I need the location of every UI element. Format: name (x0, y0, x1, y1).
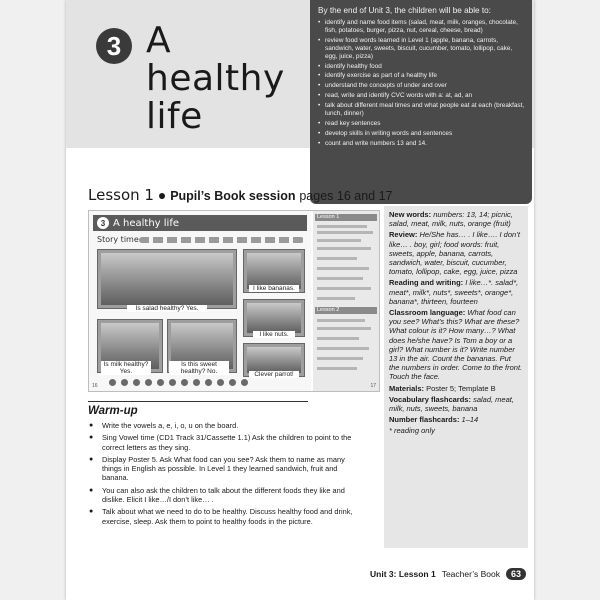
number-flashcards-note: Number flashcards: 1–14 (389, 415, 479, 425)
objective-item: • count and write numbers 13 and 14. (318, 140, 526, 148)
reading-only-footnote: * reading only (389, 426, 435, 436)
story-caption: Is milk healthy? Yes. (101, 361, 151, 375)
review-note: Review: He/She has… . I like…. I don’t like… . boy, girl; food words: fruit, sweets, apple, banana, carrots, sandwich, water, biscuit, cucumber, tomato, lollipop, cake, egg, juice, pizza (389, 230, 520, 277)
story-caption: Is this sweet healthy? No. (169, 361, 229, 375)
vocabulary-flashcards-note: Vocabulary flashcards: salad, meat, milk, nuts, sweets, banana (389, 394, 514, 414)
warmup-item: ● Write the vowels a, e, i, o, u on the board. (88, 421, 360, 430)
page-footer (370, 568, 526, 580)
objective-item: • identify healthy food (318, 63, 526, 71)
spread-title: A healthy life (113, 217, 180, 229)
footer-book-name: Teacher’s Book (441, 569, 500, 579)
warmup-item: ● Display Poster 5. Ask What food can you see? Ask them to name as many things in English as possible. In Level 1 they learned sandwich, fruit and banana. (88, 455, 360, 483)
unit-number-badge: 3 (96, 28, 132, 64)
warmup-item: ● Talk about what we need to do to be healthy. Discuss healthy food and drink, exercise, sleep. Ask them to point to healthy foods in the picture. (88, 507, 360, 526)
page-number: 63 (506, 568, 526, 580)
story-caption: Clever parrot! (249, 371, 299, 378)
story-time-label: Story time (97, 235, 139, 244)
lesson-heading (88, 186, 393, 204)
story-caption: I like bananas. (249, 285, 299, 292)
spread-left-page (89, 211, 311, 391)
spread-right-page (313, 211, 379, 391)
story-caption: Is salad healthy? Yes. (127, 305, 207, 312)
session-pages: pages 16 and 17 (299, 189, 393, 203)
classroom-language-note: Classroom language: What food can you see? What’s this? What are these? What colour is it? How many…? What does he/she have? Is Tom a boy or a girl? What number is it? Write number 13 in the air. Count the bananas. Put the numbers in order. Come to the front. Touch the face. (389, 308, 523, 382)
objective-item: • develop skills in writing words and sentences (318, 130, 526, 138)
objective-item: • understand the concepts of under and over (318, 82, 526, 90)
story-panel-1 (97, 249, 237, 309)
warmup-title: Warm-up (88, 405, 138, 417)
lesson-notes-sidebar (384, 206, 528, 548)
objective-item: • talk about different meal times and what people eat at each (breakfast, lunch, dinner) (318, 102, 526, 118)
new-words-note: New words: numbers: 13, 14; picnic, salad, meat, milk, nuts, orange (fruit) (389, 210, 513, 229)
footer-unit-lesson: Unit 3: Lesson 1 (370, 569, 436, 579)
spread-title-bar (93, 215, 307, 231)
warmup-item: ● You can also ask the children to talk about the different foods they like and dislike. Elicit I like…/I don’t like… . (88, 486, 360, 505)
spread-lesson-1-label: Lesson 1 (315, 214, 377, 221)
spread-right-page-number: 17 (370, 383, 376, 389)
bunting-decoration (139, 237, 304, 243)
story-caption: I like nuts. (253, 331, 295, 338)
lesson-bullet: ● (157, 187, 167, 203)
warmup-divider (88, 401, 308, 402)
lesson-label: Lesson 1 (88, 186, 154, 204)
session-label: Pupil’s Book session (170, 189, 296, 203)
story-numbers-row (109, 379, 248, 386)
objectives-list (318, 19, 526, 148)
objective-item: • identify exercise as part of a healthy life (318, 72, 526, 80)
objective-item: • identify and name food items (salad, meat, milk, oranges, chocolate, fish, potatoes, burger, pizza, nut, cereal, cheese, bread) (318, 19, 526, 35)
spread-lesson-2-label: Lesson 2 (315, 307, 377, 314)
unit-title: A healthy life (146, 20, 285, 137)
warmup-list (88, 421, 360, 529)
objectives-intro: By the end of Unit 3, the children will be able to: (318, 6, 491, 15)
objective-item: • read, write and identify CVC words with a: at, ad, an (318, 92, 526, 100)
spread-unit-badge: 3 (97, 217, 109, 229)
objective-item: • review food words learned in Level 1 (apple, banana, carrots, sandwich, water, sweets, biscuit, cucumber, tomato, lollipop, cake, egg, juice, pizza) (318, 37, 526, 61)
unit-objectives-box (310, 0, 532, 204)
teachers-book-page (66, 0, 534, 600)
pupils-book-spread-image (88, 210, 380, 392)
materials-note: Materials: Poster 5; Template B (389, 383, 496, 393)
reading-writing-note: Reading and writing: I like…*. salad*, meat*, milk*, nuts*, sweets*, orange*, banana*, thirteen, fourteen (389, 278, 519, 306)
objective-item: • read key sentences (318, 120, 526, 128)
warmup-item: ● Sing Vowel time (CD1 Track 31/Cassette 1.1) Ask the children to point to the correct letters as they sing. (88, 433, 360, 452)
spread-left-page-number: 16 (92, 383, 98, 389)
